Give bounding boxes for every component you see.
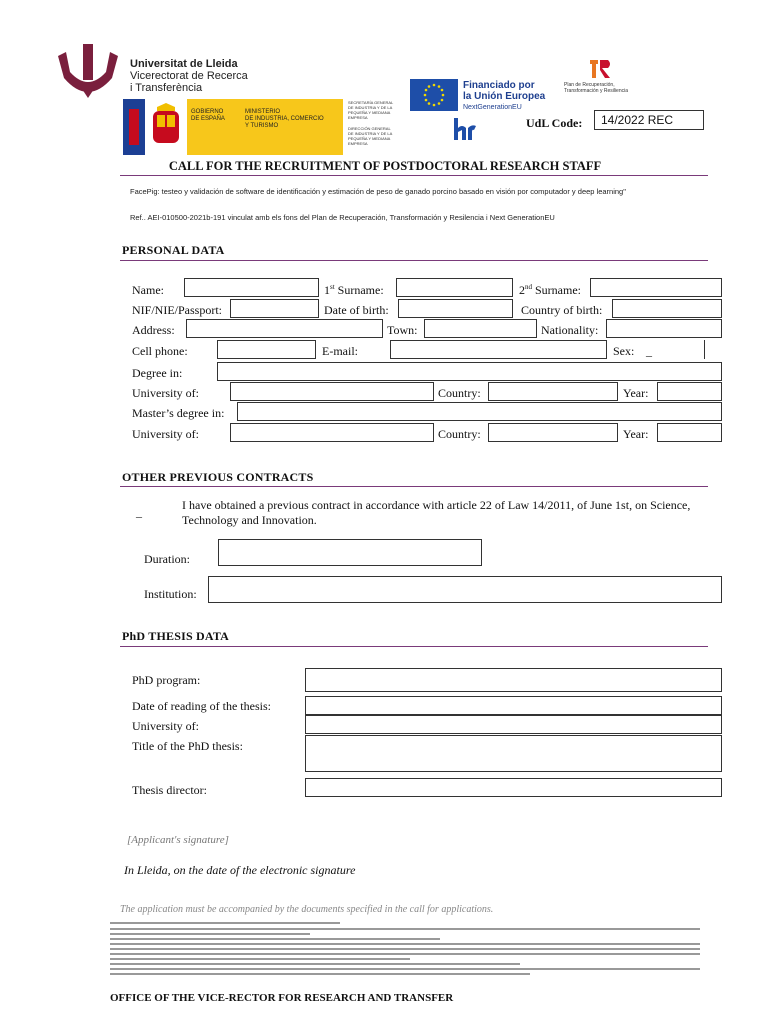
prtr-text: Plan de Recuperación, Transformación y Resiliencia xyxy=(564,82,629,94)
university-field-2[interactable] xyxy=(230,423,434,442)
sex-label: Sex: xyxy=(613,344,635,358)
direccion-text: DIRECCIÓN GENERAL DE INDUSTRIA Y DE LA PEQUEÑA Y MEDIANA EMPRESA xyxy=(348,126,393,146)
udl-logo xyxy=(52,42,124,100)
footer-office: OFFICE OF THE VICE-RECTOR FOR RESEARCH AND TRANSFER xyxy=(110,992,454,1004)
name-field[interactable] xyxy=(184,278,319,297)
master-field[interactable] xyxy=(237,402,722,421)
first-surname-field[interactable] xyxy=(396,278,513,297)
documents-note: The application must be accompanied by the documents specified in the call for applications. xyxy=(120,904,494,915)
secretaria-text: SECRETARÍA GENERAL DE INDUSTRIA Y DE LA PEQUEÑA Y MEDIANA EMPRESA xyxy=(348,100,394,120)
phd-program-label: PhD program: xyxy=(132,673,201,687)
sex-value[interactable]: _ xyxy=(646,344,652,358)
gobierno-text: GOBIERNO DE ESPAÑA xyxy=(191,109,225,122)
first-surname-label: 1st Surname: xyxy=(324,283,384,297)
country-label-1: Country: xyxy=(438,386,481,400)
prtr-logo-icon xyxy=(588,58,612,80)
previous-contract-checkbox[interactable]: _ xyxy=(136,505,142,519)
country-of-birth-label: Country of birth: xyxy=(521,303,603,317)
duration-label: Duration: xyxy=(144,552,190,566)
email-label: E-mail: xyxy=(322,344,358,358)
institution-field[interactable] xyxy=(208,576,722,603)
degree-field[interactable] xyxy=(217,362,722,381)
thesis-director-label: Thesis director: xyxy=(132,783,207,797)
nationality-field[interactable] xyxy=(606,319,722,338)
hr-excellence-logo-icon xyxy=(452,116,478,144)
eu-flag-icon xyxy=(410,79,458,111)
country-field-2[interactable] xyxy=(488,423,618,442)
university-label-2: University of: xyxy=(132,427,199,441)
date-of-birth-field[interactable] xyxy=(398,299,513,318)
second-surname-field[interactable] xyxy=(590,278,722,297)
phd-university-label: University of: xyxy=(132,719,199,733)
university-label-1: University of: xyxy=(132,386,199,400)
year-label-2: Year: xyxy=(623,427,649,441)
contracts-heading: OTHER PREVIOUS CONTRACTS xyxy=(122,470,314,484)
second-surname-label: 2nd Surname: xyxy=(519,283,581,297)
cell-phone-label: Cell phone: xyxy=(132,344,188,358)
eu-text-line1: Financiado por xyxy=(463,80,535,91)
cell-phone-field[interactable] xyxy=(217,340,316,359)
country-field-1[interactable] xyxy=(488,382,618,401)
personal-data-rule xyxy=(120,260,708,261)
phd-heading: PhD THESIS DATA xyxy=(122,629,230,643)
personal-data-heading: PERSONAL DATA xyxy=(122,243,225,257)
email-field[interactable] xyxy=(390,340,607,359)
town-field[interactable] xyxy=(424,319,537,338)
eu-text-line3: NextGenerationEU xyxy=(463,104,522,111)
sex-divider xyxy=(704,340,705,359)
reference-line: Ref.. AEI-010500-2021b-191 vinculat amb els fons del Plan de Recuperación, Transformación y Resilencia i Next GenerationEU xyxy=(130,213,555,222)
project-line: FacePig: testeo y validación de software de identificación y estimación de peso de ganado porcino basado en visión por computador y deep learning" xyxy=(130,187,626,196)
udl-code-label: UdL Code: xyxy=(526,116,583,130)
udl-code-value: 14/2022 REC xyxy=(601,113,674,127)
address-label: Address: xyxy=(132,323,175,337)
vicerectorat-line1: Vicerectorat de Recerca xyxy=(130,70,248,82)
university-name: Universitat de Lleida xyxy=(130,58,238,70)
country-of-birth-field[interactable] xyxy=(612,299,722,318)
phd-university-field[interactable] xyxy=(305,715,722,734)
nif-label: NIF/NIE/Passport: xyxy=(132,303,222,317)
duration-field[interactable] xyxy=(218,539,482,566)
thesis-date-field[interactable] xyxy=(305,696,722,715)
coat-of-arms-icon xyxy=(149,103,183,151)
university-field-1[interactable] xyxy=(230,382,434,401)
year-field-1[interactable] xyxy=(657,382,722,401)
master-label: Master’s degree in: xyxy=(132,406,225,420)
data-protection-fine-print xyxy=(110,920,710,984)
date-of-birth-label: Date of birth: xyxy=(324,303,389,317)
contracts-rule xyxy=(120,486,708,487)
thesis-date-label: Date of reading of the thesis: xyxy=(132,699,271,713)
phd-program-field[interactable] xyxy=(305,668,722,692)
country-label-2: Country: xyxy=(438,427,481,441)
nationality-label: Nationality: xyxy=(541,323,599,337)
institution-label: Institution: xyxy=(144,587,197,601)
vicerectorat-line2: i Transferència xyxy=(130,82,203,94)
ministerio-text: MINISTERIO DE INDUSTRIA, COMERCIO Y TURISMO xyxy=(245,109,324,129)
gobierno-banner xyxy=(123,99,343,155)
phd-rule xyxy=(120,646,708,647)
name-label: Name: xyxy=(132,283,164,297)
degree-label: Degree in: xyxy=(132,366,183,380)
eu-text-line2: la Unión Europea xyxy=(463,91,546,102)
year-label-1: Year: xyxy=(623,386,649,400)
applicant-signature-placeholder[interactable]: [Applicant's signature] xyxy=(127,834,229,846)
thesis-title-label: Title of the PhD thesis: xyxy=(132,739,243,753)
nif-field[interactable] xyxy=(230,299,319,318)
previous-contract-statement: I have obtained a previous contract in accordance with article 22 of Law 14/2011, of June 1st, on Science, Technology and Innovation. xyxy=(182,498,691,527)
title-rule xyxy=(120,175,708,176)
town-label: Town: xyxy=(387,323,418,337)
udl-code-field[interactable] xyxy=(594,110,704,130)
year-field-2[interactable] xyxy=(657,423,722,442)
address-field[interactable] xyxy=(186,319,383,338)
place-date-line: In Lleida, on the date of the electronic signature xyxy=(124,863,356,877)
thesis-title-field[interactable] xyxy=(305,735,722,772)
page-title: CALL FOR THE RECRUITMENT OF POSTDOCTORAL RESEARCH STAFF xyxy=(168,159,602,173)
thesis-director-field[interactable] xyxy=(305,778,722,797)
